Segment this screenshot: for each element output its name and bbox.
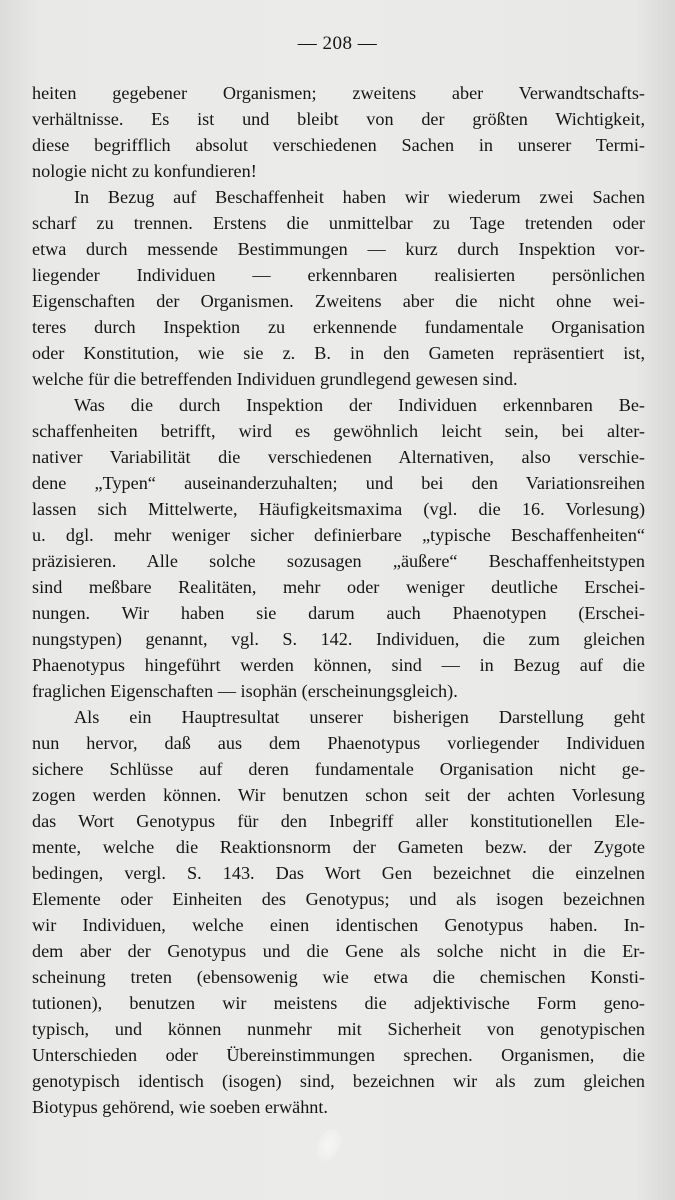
text-line: Eigenschaften der Organismen. Zweitens aber die nicht ohne wei- [32,291,645,311]
text-line: In Bezug auf Beschaffenheit haben wir wiederum zwei Sachen [74,187,645,207]
text-line: Phaenotypus hingeführt werden können, sind — in Bezug auf die [32,655,645,675]
text-line: nativer Variabilität die verschiedenen Alternativen, also verschie- [32,447,645,467]
text-line: teres durch Inspektion zu erkennende fundamentale Organisation [32,317,645,337]
text-line: Unterschieden oder Übereinstimmungen sprechen. Organismen, die [32,1045,645,1065]
text-line: schaffenheiten betrifft, wird es gewöhnlich leicht sein, bei alter- [32,421,645,441]
text-line: nologie nicht zu konfundieren! [32,161,257,181]
text-line: liegender Individuen — erkennbaren realisierten persönlichen [32,265,645,285]
text-line: mente, welche die Reaktionsnorm der Gameten bezw. der Zygote [32,837,645,857]
text-line: bedingen, vergl. S. 143. Das Wort Gen bezeichnet die einzelnen [32,863,645,883]
text-line: Als ein Hauptresultat unserer bisherigen Darstellung geht [74,707,645,727]
text-line: nun hervor, daß aus dem Phaenotypus vorliegender Individuen [32,733,645,753]
text-line: nungstypen) genannt, vgl. S. 142. Individuen, die zum gleichen [32,629,645,649]
page-number: — 208 — [297,33,378,54]
text-line: heiten gegebener Organismen; zweitens aber Verwandtschafts- [32,83,645,103]
text-line: dene „Typen“ auseinanderzuhalten; und bei den Variationsreihen [32,473,645,493]
text-line: präzisieren. Alle solche sozusagen „äußere“ Beschaffenheitstypen [32,551,645,571]
text-line: nungen. Wir haben sie darum auch Phaenotypen (Erschei- [32,603,645,623]
body-text [32,80,645,1120]
text-line: etwa durch messende Bestimmungen — kurz durch Inspektion vor- [32,239,645,259]
paper-smudge [312,1125,346,1165]
text-line: oder Konstitution, wie sie z. B. in den Gameten repräsentiert ist, [32,343,645,363]
text-line: Was die durch Inspektion der Individuen erkennbaren Be- [74,395,645,415]
text-line: sind meßbare Realitäten, mehr oder weniger deutliche Erschei- [32,577,645,597]
text-line: genotypisch identisch (isogen) sind, bezeichnen wir als zum gleichen [32,1071,645,1091]
text-line: verhältnisse. Es ist und bleibt von der größten Wichtigkeit, [32,109,645,129]
text-line: fraglichen Eigenschaften — isophän (erscheinungsgleich). [32,681,458,701]
text-line: dem aber der Genotypus und die Gene als solche nicht in die Er- [32,941,645,961]
text-line: sichere Schlüsse auf deren fundamentale Organisation nicht ge- [32,759,645,779]
text-line: zogen werden können. Wir benutzen schon seit der achten Vorlesung [32,785,645,805]
text-line: welche für die betreffenden Individuen grundlegend gewesen sind. [32,369,518,389]
text-line: Biotypus gehörend, wie soeben erwähnt. [32,1097,328,1117]
text-line: tutionen), benutzen wir meistens die adjektivische Form geno- [32,993,645,1013]
text-line: Elemente oder Einheiten des Genotypus; und als isogen bezeichnen [32,889,645,909]
text-line: u. dgl. mehr weniger sicher definierbare „typische Beschaffenheiten“ [32,525,645,545]
text-line: scharf zu trennen. Erstens die unmittelbar zu Tage tretenden oder [32,213,645,233]
text-line: typisch, und können nunmehr mit Sicherheit von genotypischen [32,1019,645,1039]
text-line: diese begrifflich absolut verschiedenen Sachen in unserer Termi- [32,135,645,155]
text-line: scheinung treten (ebensowenig wie etwa die chemischen Konsti- [32,967,645,987]
text-line: das Wort Genotypus für den Inbegriff aller konstitutionellen Ele- [32,811,645,831]
text-line: wir Individuen, welche einen identischen Genotypus haben. In- [32,915,645,935]
text-line: lassen sich Mittelwerte, Häufigkeitsmaxima (vgl. die 16. Vorlesung) [32,499,645,519]
